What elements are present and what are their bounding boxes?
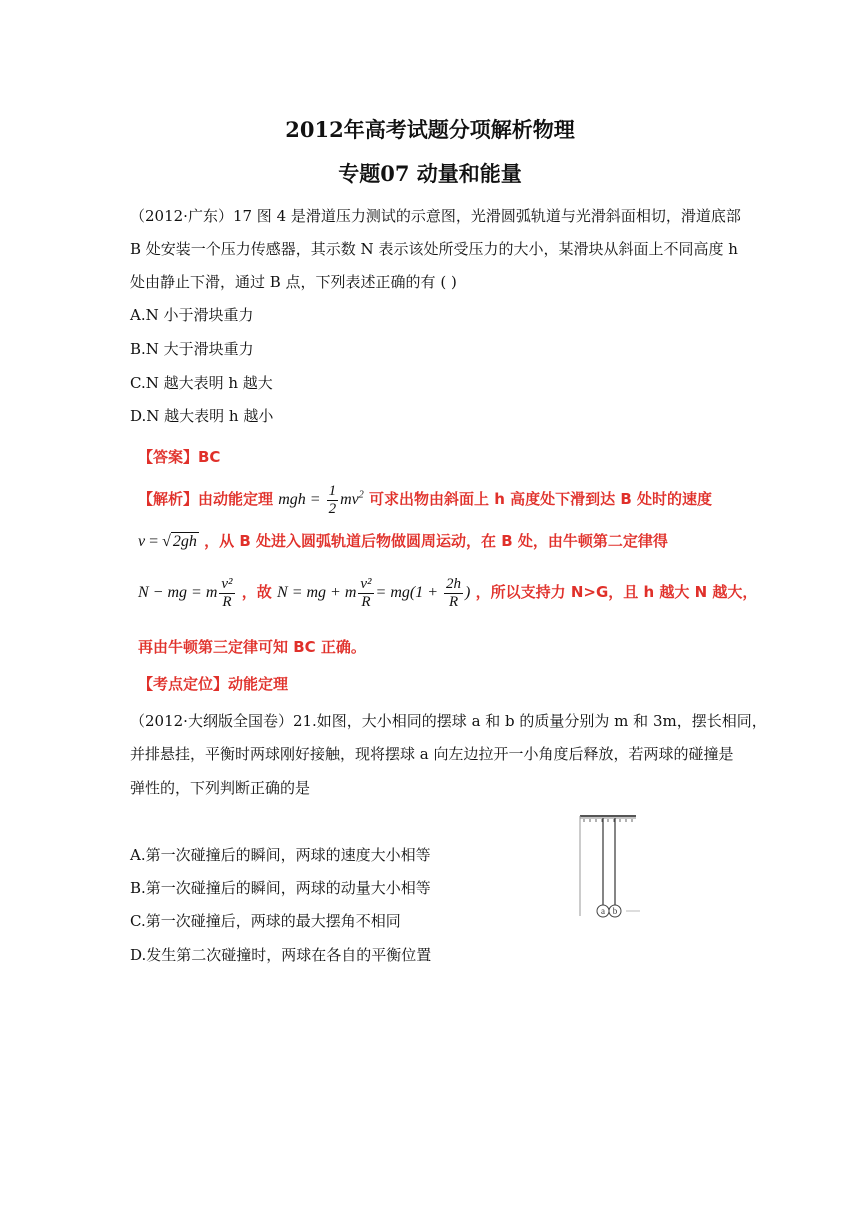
formula-velocity: v = √ 2gh bbox=[138, 533, 197, 550]
q2-stem-line-2: 并排悬挂，平衡时两球刚好接触，现将摆球 a 向左边拉开一小角度后释放，若两球的碰撞是 bbox=[130, 745, 734, 763]
q2-option-d: D.发生第二次碰撞时，两球在各自的平衡位置 bbox=[130, 946, 432, 964]
q1-analysis-line-1 bbox=[138, 483, 712, 518]
q2-stem-line-3: 弹性的，下列判断正确的是 bbox=[130, 779, 311, 797]
q1-analysis-line-4: 再由牛顿第三定律可知 BC 正确。 bbox=[138, 638, 366, 656]
analysis-line-3-tail: ，所以支持力 N>G，且 h 越大 N 越大， bbox=[475, 583, 758, 602]
analysis-line-2-tail: ，从 B 处进入圆弧轨道后物做圆周运动，在 B 处，由牛顿第二定律得 bbox=[204, 532, 668, 550]
formula-normal-force: N = mg + m $\frac{\text{v²}}{R}$ = mg(1 + $\frac{2h}{R}$ ) bbox=[277, 576, 471, 610]
ball-b-label: b bbox=[612, 906, 618, 916]
q2-option-b: B.第一次碰撞后的瞬间，两球的动量大小相等 bbox=[130, 879, 431, 897]
q1-stem-line-3: 处由静止下滑，通过 B 点，下列表述正确的有 ( ) bbox=[130, 273, 457, 291]
formula-newton: N − mg = m $\frac{\text{v²}}{R}$ bbox=[138, 576, 233, 610]
q2-option-a: A.第一次碰撞后的瞬间，两球的速度大小相等 bbox=[130, 846, 431, 864]
q2-option-c: C.第一次碰撞后，两球的最大摆角不相同 bbox=[130, 912, 401, 930]
ball-a-label: a bbox=[601, 906, 605, 916]
document-title: 2012年高考试题分项解析物理 bbox=[285, 117, 575, 142]
q2-stem-line-1: （2012·大纲版全国卷）21.如图，大小相同的摆球 a 和 b 的质量分别为 m 和 3m，摆长相同， bbox=[130, 712, 767, 730]
q1-keypoint: 【考点定位】动能定理 bbox=[138, 675, 289, 693]
q1-option-b: B.N 大于滑块重力 bbox=[130, 340, 254, 358]
q1-analysis-line-3 bbox=[138, 576, 757, 611]
analysis-line-3-mid: ，故 bbox=[241, 583, 272, 602]
analysis-line-1-tail: 可求出物由斜面上 h 高度处下滑到达 B 处时的速度 bbox=[369, 490, 713, 509]
pendulum-figure bbox=[576, 812, 646, 922]
q1-stem-line-2: B 处安装一个压力传感器，其示数 N 表示该处所受压力的大小，某滑块从斜面上不同高度 h bbox=[130, 240, 738, 258]
q1-answer: 【答案】BC bbox=[138, 448, 221, 466]
ceiling-support bbox=[580, 816, 636, 822]
analysis-label: 【解析】由动能定理 bbox=[138, 490, 274, 509]
q1-stem-line-1: （2012·广东）17 图 4 是滑道压力测试的示意图，光滑圆弧轨道与光滑斜面相切，滑道底部 bbox=[130, 207, 741, 225]
q1-option-d: D.N 越大表明 h 越小 bbox=[130, 407, 274, 425]
document-subtitle: 专题07 动量和能量 bbox=[338, 161, 522, 186]
q1-option-a: A.N 小于滑块重力 bbox=[130, 306, 254, 324]
q1-analysis-line-2 bbox=[138, 530, 668, 551]
q1-option-c: C.N 越大表明 h 越大 bbox=[130, 374, 273, 392]
formula-energy: mgh = $\frac{1}{2}$ $mv^2$ bbox=[278, 483, 364, 517]
